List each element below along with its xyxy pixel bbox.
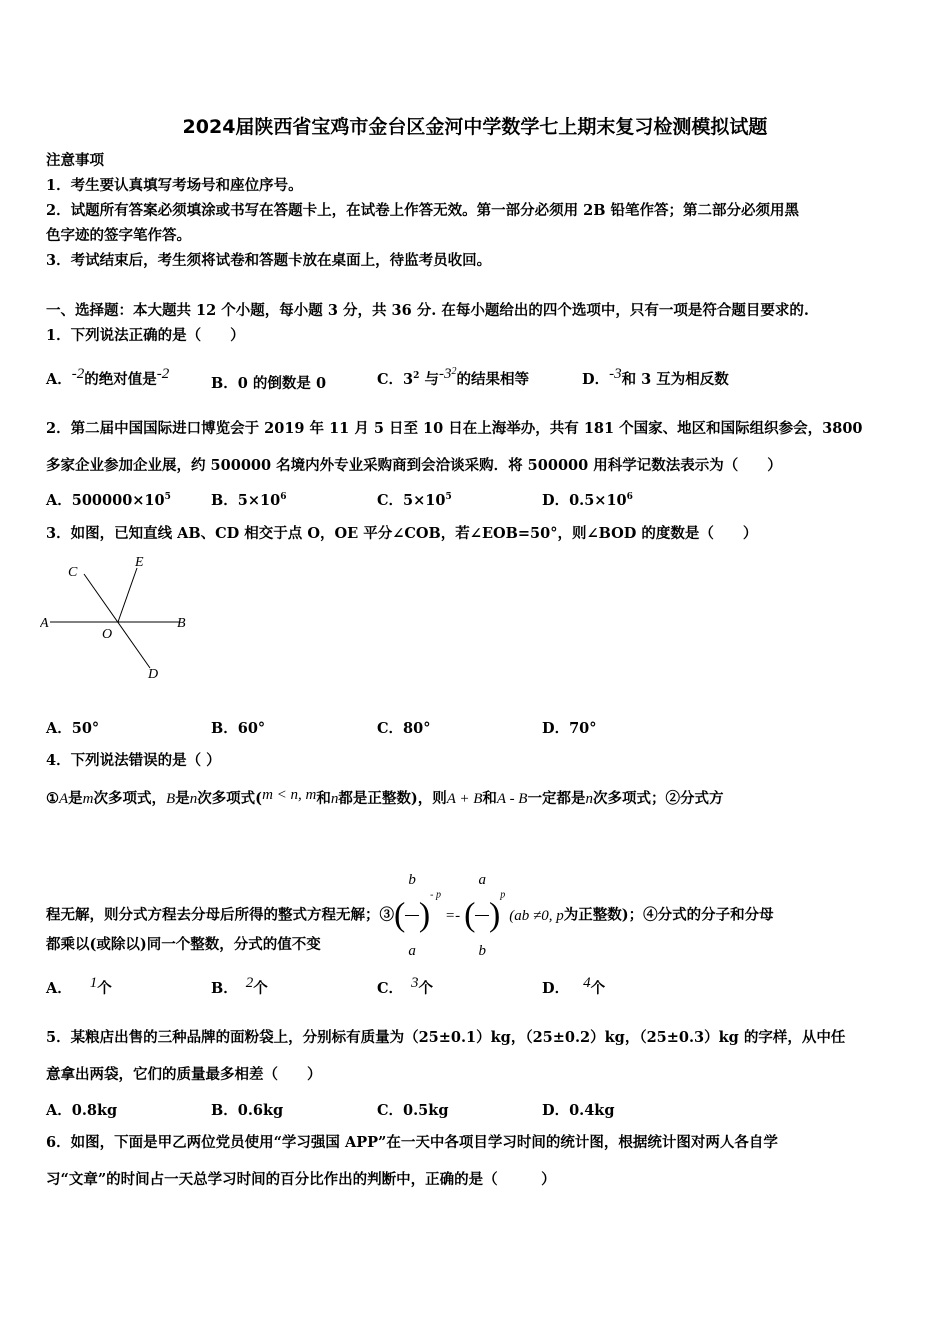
label-d: D	[148, 667, 159, 682]
ray-oe	[118, 568, 137, 622]
q2-option-c: C．$5\times 10^5$	[377, 492, 452, 509]
notice-item: 2．试题所有答案必须填涂或书写在答题卡上，在试卷上作答无效。第一部分必须用 2B 铅笔作答；第二部分必须用黑	[46, 202, 800, 219]
q1-option-b: B．0 的倒数是 0	[211, 375, 327, 392]
section-heading: 一、选择题：本大题共 12 个小题，每小题 3 分，共 36 分. 在每小题给出的四个选项中，只有一项是符合题目要求的.	[46, 302, 809, 319]
q4-option-c: C． 3个	[377, 975, 434, 997]
fraction-a-over-b: $\frac{a}{b}$	[475, 845, 489, 986]
q2-line: 多家企业参加企业展，约 500000 名境内外专业采购商到会洽谈采购．将 500000 用科学记数法表示为（ ）	[46, 457, 782, 474]
q3-option-a: A．50°	[46, 720, 100, 737]
q6-line: 6．如图，下面是甲乙两位党员使用“学习强国 APP”在一天中各项目学习时间的统计图，根据统计图对两人各自学	[46, 1134, 778, 1151]
label-b: B	[177, 616, 186, 631]
q4-option-d: D． 4个	[542, 975, 606, 997]
notice-item: 色字迹的签字笔作答。	[46, 227, 191, 244]
q4-line: 都乘以(或除以)同一个整数，分式的值不变	[46, 936, 321, 953]
notice-item: 1．考生要认真填写考场号和座位序号。	[46, 177, 303, 194]
notice-item: 3．考试结束后，考生须将试卷和答题卡放在桌面上，待监考员收回。	[46, 252, 492, 269]
label-a: A	[40, 616, 49, 631]
q1-option-a: A．-2的绝对值是-2	[46, 366, 170, 388]
notice-heading: 注意事项	[46, 152, 104, 169]
q3-option-c: C．80°	[377, 720, 431, 737]
q3-option-d: D．70°	[542, 720, 597, 737]
q4-line: ①A是m次多项式，B是n次多项式(m < n, m和n都是正整数)，则A + B和A - B一定都是n次多项式；②分式方	[46, 787, 724, 807]
q5-option-c: C．0.5kg	[377, 1102, 449, 1119]
q3-option-b: B．60°	[211, 720, 266, 737]
q4-option-a: A． 1个	[46, 975, 112, 997]
q5-option-b: B．0.6kg	[211, 1102, 284, 1119]
q5-line: 意拿出两袋，它们的质量最多相差（ ）	[46, 1066, 322, 1083]
q5-option-d: D．0.4kg	[542, 1102, 615, 1119]
page-title: 2024届陕西省宝鸡市金台区金河中学数学七上期末复习检测模拟试题	[182, 116, 768, 138]
q2-option-a: A．$500000\times 10^5$	[46, 492, 171, 509]
q1-option-d: D．-3和 3 互为相反数	[582, 366, 729, 388]
label-e: E	[135, 555, 144, 570]
line-cd	[84, 574, 150, 668]
q3-stem: 3．如图，已知直线 AB、CD 相交于点 O，OE 平分∠COB，若∠EOB=50°，则∠BOD 的度数是（ ）	[46, 525, 758, 542]
q4-option-b: B． 2个	[211, 975, 268, 997]
label-c: C	[68, 565, 78, 580]
q4-stem: 4．下列说法错误的是（ ）	[46, 752, 221, 769]
q6-line: 习“文章”的时间占一天总学习时间的百分比作出的判断中，正确的是（ ）	[46, 1171, 556, 1188]
q5-option-a: A．0.8kg	[46, 1102, 118, 1119]
fraction-b-over-a: $\frac{b}{a}$	[405, 845, 419, 986]
label-o: O	[102, 627, 113, 642]
q4-line: 程无解，则分式方程去分母后所得的整式方程无解；③( $\frac{b}{a}$ )$^{- p}$=- ( $\frac{a}{b}$ )$^p$(ab ≠0, p为正整数)；④分式的分子和分母	[46, 845, 774, 915]
q1-stem: 1．下列说法正确的是（ ）	[46, 327, 245, 344]
q5-line: 5．某粮店出售的三种品牌的面粉袋上，分别标有质量为（25±0.1）kg，（25±0.2）kg，（25±0.3）kg 的字样，从中任	[46, 1029, 846, 1046]
q3-figure	[40, 550, 200, 685]
q2-option-d: D．$0.5\times 10^6$	[542, 492, 633, 509]
q2-option-b: B．$5\times 10^6$	[211, 492, 287, 509]
q2-line: 2．第二届中国国际进口博览会于 2019 年 11 月 5 日至 10 日在上海举办，共有 181 个国家、地区和国际组织参会，3800	[46, 420, 863, 437]
q1-option-c: C．$3^2$ 与$-3^2$的结果相等	[377, 366, 529, 388]
